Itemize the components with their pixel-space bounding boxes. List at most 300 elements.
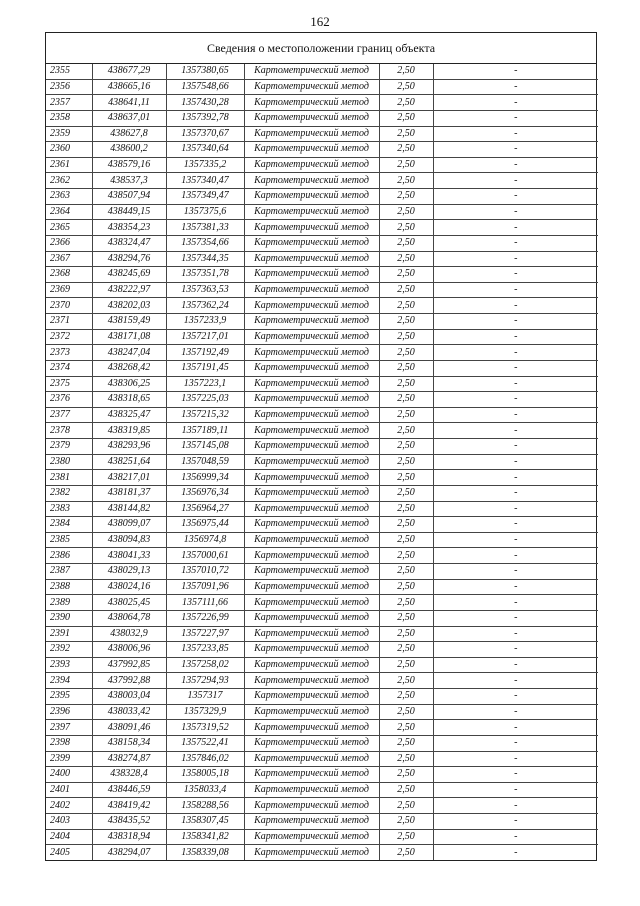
x-coordinate-cell: 438318,94 (92, 829, 166, 845)
accuracy-cell: 2,50 (379, 548, 433, 564)
description-cell: - (433, 329, 598, 345)
table-row (46, 173, 598, 189)
table-row (46, 64, 598, 79)
description-cell: - (433, 79, 598, 95)
y-coordinate-cell: 1357227,97 (166, 626, 244, 642)
x-coordinate-cell: 438064,78 (92, 610, 166, 626)
x-coordinate-cell: 438677,29 (92, 64, 166, 79)
table-row (46, 579, 598, 595)
x-coordinate-cell: 438294,76 (92, 251, 166, 267)
x-coordinate-cell: 438318,65 (92, 392, 166, 408)
point-number-cell: 2365 (46, 220, 92, 236)
method-cell: Картометрический метод (244, 798, 379, 814)
point-number-cell: 2389 (46, 595, 92, 611)
y-coordinate-cell: 1357380,65 (166, 64, 244, 79)
boundary-table-sheet (45, 32, 597, 861)
point-number-cell: 2363 (46, 189, 92, 205)
description-cell: - (433, 189, 598, 205)
y-coordinate-cell: 1358339,08 (166, 845, 244, 860)
accuracy-cell: 2,50 (379, 767, 433, 783)
point-number-cell: 2402 (46, 798, 92, 814)
accuracy-cell: 2,50 (379, 485, 433, 501)
table-row (46, 282, 598, 298)
y-coordinate-cell: 1357189,11 (166, 423, 244, 439)
y-coordinate-cell: 1357392,78 (166, 110, 244, 126)
y-coordinate-cell: 1357215,32 (166, 407, 244, 423)
y-coordinate-cell: 1357294,93 (166, 673, 244, 689)
point-number-cell: 2385 (46, 532, 92, 548)
table-title: Сведения о местоположении границ объекта (46, 33, 596, 64)
method-cell: Картометрический метод (244, 454, 379, 470)
accuracy-cell: 2,50 (379, 501, 433, 517)
point-number-cell: 2379 (46, 439, 92, 455)
accuracy-cell: 2,50 (379, 720, 433, 736)
accuracy-cell: 2,50 (379, 610, 433, 626)
method-cell: Картометрический метод (244, 204, 379, 220)
description-cell: - (433, 95, 598, 111)
point-number-cell: 2370 (46, 298, 92, 314)
y-coordinate-cell: 1356976,34 (166, 485, 244, 501)
table-row (46, 79, 598, 95)
description-cell: - (433, 720, 598, 736)
point-number-cell: 2373 (46, 345, 92, 361)
x-coordinate-cell: 438579,16 (92, 157, 166, 173)
accuracy-cell: 2,50 (379, 735, 433, 751)
point-number-cell: 2361 (46, 157, 92, 173)
point-number-cell: 2396 (46, 704, 92, 720)
table-row (46, 532, 598, 548)
description-cell: - (433, 814, 598, 830)
x-coordinate-cell: 438328,4 (92, 767, 166, 783)
point-number-cell: 2377 (46, 407, 92, 423)
table-row (46, 345, 598, 361)
method-cell: Картометрический метод (244, 392, 379, 408)
y-coordinate-cell: 1357191,45 (166, 360, 244, 376)
x-coordinate-cell: 438159,49 (92, 314, 166, 330)
x-coordinate-cell: 438091,46 (92, 720, 166, 736)
x-coordinate-cell: 438641,11 (92, 95, 166, 111)
table-row (46, 798, 598, 814)
x-coordinate-cell: 438029,13 (92, 564, 166, 580)
y-coordinate-cell: 1357351,78 (166, 267, 244, 283)
y-coordinate-cell: 1358005,18 (166, 767, 244, 783)
accuracy-cell: 2,50 (379, 392, 433, 408)
x-coordinate-cell: 438294,07 (92, 845, 166, 860)
description-cell: - (433, 267, 598, 283)
point-number-cell: 2374 (46, 360, 92, 376)
y-coordinate-cell: 1357233,85 (166, 642, 244, 658)
accuracy-cell: 2,50 (379, 423, 433, 439)
y-coordinate-cell: 1357317 (166, 689, 244, 705)
table-row (46, 751, 598, 767)
y-coordinate-cell: 1357233,9 (166, 314, 244, 330)
method-cell: Картометрический метод (244, 548, 379, 564)
point-number-cell: 2360 (46, 142, 92, 158)
x-coordinate-cell: 438171,08 (92, 329, 166, 345)
accuracy-cell: 2,50 (379, 282, 433, 298)
description-cell: - (433, 282, 598, 298)
y-coordinate-cell: 1357111,66 (166, 595, 244, 611)
method-cell: Картометрический метод (244, 423, 379, 439)
method-cell: Картометрический метод (244, 329, 379, 345)
x-coordinate-cell: 438202,03 (92, 298, 166, 314)
table-row (46, 564, 598, 580)
point-number-cell: 2381 (46, 470, 92, 486)
method-cell: Картометрический метод (244, 220, 379, 236)
table-row (46, 485, 598, 501)
y-coordinate-cell: 1357258,02 (166, 657, 244, 673)
table-row (46, 235, 598, 251)
y-coordinate-cell: 1357226,99 (166, 610, 244, 626)
coordinates-table (46, 64, 598, 860)
x-coordinate-cell: 438268,42 (92, 360, 166, 376)
point-number-cell: 2369 (46, 282, 92, 298)
description-cell: - (433, 142, 598, 158)
description-cell: - (433, 610, 598, 626)
table-row (46, 126, 598, 142)
y-coordinate-cell: 1358033,4 (166, 782, 244, 798)
table-row (46, 501, 598, 517)
method-cell: Картометрический метод (244, 64, 379, 79)
description-cell: - (433, 626, 598, 642)
accuracy-cell: 2,50 (379, 267, 433, 283)
x-coordinate-cell: 437992,85 (92, 657, 166, 673)
accuracy-cell: 2,50 (379, 110, 433, 126)
description-cell: - (433, 782, 598, 798)
y-coordinate-cell: 1357335,2 (166, 157, 244, 173)
y-coordinate-cell: 1357354,66 (166, 235, 244, 251)
point-number-cell: 2393 (46, 657, 92, 673)
point-number-cell: 2358 (46, 110, 92, 126)
table-row (46, 814, 598, 830)
y-coordinate-cell: 1357375,6 (166, 204, 244, 220)
point-number-cell: 2357 (46, 95, 92, 111)
y-coordinate-cell: 1357340,47 (166, 173, 244, 189)
table-row (46, 829, 598, 845)
point-number-cell: 2375 (46, 376, 92, 392)
method-cell: Картометрический метод (244, 767, 379, 783)
description-cell: - (433, 110, 598, 126)
description-cell: - (433, 704, 598, 720)
x-coordinate-cell: 438627,8 (92, 126, 166, 142)
point-number-cell: 2376 (46, 392, 92, 408)
table-row (46, 735, 598, 751)
description-cell: - (433, 829, 598, 845)
accuracy-cell: 2,50 (379, 220, 433, 236)
point-number-cell: 2366 (46, 235, 92, 251)
x-coordinate-cell: 438003,04 (92, 689, 166, 705)
y-coordinate-cell: 1357362,24 (166, 298, 244, 314)
table-row (46, 454, 598, 470)
y-coordinate-cell: 1357010,72 (166, 564, 244, 580)
y-coordinate-cell: 1356975,44 (166, 517, 244, 533)
x-coordinate-cell: 438324,47 (92, 235, 166, 251)
method-cell: Картометрический метод (244, 704, 379, 720)
description-cell: - (433, 251, 598, 267)
x-coordinate-cell: 438306,25 (92, 376, 166, 392)
table-row (46, 157, 598, 173)
y-coordinate-cell: 1357223,1 (166, 376, 244, 392)
x-coordinate-cell: 438247,04 (92, 345, 166, 361)
y-coordinate-cell: 1357349,47 (166, 189, 244, 205)
method-cell: Картометрический метод (244, 610, 379, 626)
accuracy-cell: 2,50 (379, 751, 433, 767)
description-cell: - (433, 564, 598, 580)
y-coordinate-cell: 1357192,49 (166, 345, 244, 361)
x-coordinate-cell: 438507,94 (92, 189, 166, 205)
description-cell: - (433, 345, 598, 361)
x-coordinate-cell: 438319,85 (92, 423, 166, 439)
point-number-cell: 2367 (46, 251, 92, 267)
description-cell: - (433, 689, 598, 705)
point-number-cell: 2362 (46, 173, 92, 189)
accuracy-cell: 2,50 (379, 657, 433, 673)
accuracy-cell: 2,50 (379, 173, 433, 189)
accuracy-cell: 2,50 (379, 798, 433, 814)
description-cell: - (433, 751, 598, 767)
table-row (46, 110, 598, 126)
description-cell: - (433, 407, 598, 423)
table-row (46, 767, 598, 783)
method-cell: Картометрический метод (244, 407, 379, 423)
method-cell: Картометрический метод (244, 235, 379, 251)
y-coordinate-cell: 1357340,64 (166, 142, 244, 158)
y-coordinate-cell: 1357548,66 (166, 79, 244, 95)
x-coordinate-cell: 438449,15 (92, 204, 166, 220)
method-cell: Картометрический метод (244, 501, 379, 517)
method-cell: Картометрический метод (244, 126, 379, 142)
point-number-cell: 2382 (46, 485, 92, 501)
accuracy-cell: 2,50 (379, 439, 433, 455)
y-coordinate-cell: 1357319,52 (166, 720, 244, 736)
y-coordinate-cell: 1357522,41 (166, 735, 244, 751)
method-cell: Картометрический метод (244, 814, 379, 830)
description-cell: - (433, 126, 598, 142)
x-coordinate-cell: 438181,37 (92, 485, 166, 501)
x-coordinate-cell: 438217,01 (92, 470, 166, 486)
point-number-cell: 2378 (46, 423, 92, 439)
method-cell: Картометрический метод (244, 673, 379, 689)
accuracy-cell: 2,50 (379, 79, 433, 95)
y-coordinate-cell: 1358307,45 (166, 814, 244, 830)
y-coordinate-cell: 1358341,82 (166, 829, 244, 845)
accuracy-cell: 2,50 (379, 251, 433, 267)
point-number-cell: 2394 (46, 673, 92, 689)
description-cell: - (433, 220, 598, 236)
method-cell: Картометрический метод (244, 282, 379, 298)
method-cell: Картометрический метод (244, 485, 379, 501)
x-coordinate-cell: 438025,45 (92, 595, 166, 611)
description-cell: - (433, 579, 598, 595)
point-number-cell: 2390 (46, 610, 92, 626)
method-cell: Картометрический метод (244, 157, 379, 173)
y-coordinate-cell: 1357381,33 (166, 220, 244, 236)
point-number-cell: 2364 (46, 204, 92, 220)
table-row (46, 548, 598, 564)
accuracy-cell: 2,50 (379, 626, 433, 642)
x-coordinate-cell: 438094,83 (92, 532, 166, 548)
description-cell: - (433, 595, 598, 611)
method-cell: Картометрический метод (244, 626, 379, 642)
method-cell: Картометрический метод (244, 845, 379, 860)
method-cell: Картометрический метод (244, 532, 379, 548)
accuracy-cell: 2,50 (379, 235, 433, 251)
x-coordinate-cell: 438251,64 (92, 454, 166, 470)
description-cell: - (433, 845, 598, 860)
accuracy-cell: 2,50 (379, 532, 433, 548)
point-number-cell: 2383 (46, 501, 92, 517)
method-cell: Картометрический метод (244, 517, 379, 533)
table-row (46, 720, 598, 736)
table-row (46, 376, 598, 392)
accuracy-cell: 2,50 (379, 376, 433, 392)
table-row (46, 595, 598, 611)
table-row (46, 626, 598, 642)
description-cell: - (433, 157, 598, 173)
y-coordinate-cell: 1357329,9 (166, 704, 244, 720)
method-cell: Картометрический метод (244, 782, 379, 798)
y-coordinate-cell: 1356964,27 (166, 501, 244, 517)
accuracy-cell: 2,50 (379, 407, 433, 423)
table-row (46, 360, 598, 376)
point-number-cell: 2400 (46, 767, 92, 783)
point-number-cell: 2355 (46, 64, 92, 79)
method-cell: Картометрический метод (244, 173, 379, 189)
description-cell: - (433, 798, 598, 814)
accuracy-cell: 2,50 (379, 689, 433, 705)
table-row (46, 329, 598, 345)
point-number-cell: 2359 (46, 126, 92, 142)
method-cell: Картометрический метод (244, 298, 379, 314)
y-coordinate-cell: 1357363,53 (166, 282, 244, 298)
y-coordinate-cell: 1357846,02 (166, 751, 244, 767)
table-row (46, 189, 598, 205)
description-cell: - (433, 173, 598, 189)
accuracy-cell: 2,50 (379, 314, 433, 330)
description-cell: - (433, 235, 598, 251)
accuracy-cell: 2,50 (379, 704, 433, 720)
x-coordinate-cell: 438665,16 (92, 79, 166, 95)
method-cell: Картометрический метод (244, 470, 379, 486)
method-cell: Картометрический метод (244, 79, 379, 95)
x-coordinate-cell: 438033,42 (92, 704, 166, 720)
x-coordinate-cell: 438325,47 (92, 407, 166, 423)
description-cell: - (433, 439, 598, 455)
method-cell: Картометрический метод (244, 751, 379, 767)
point-number-cell: 2387 (46, 564, 92, 580)
page-number: 162 (310, 14, 330, 29)
point-number-cell: 2384 (46, 517, 92, 533)
y-coordinate-cell: 1358288,56 (166, 798, 244, 814)
method-cell: Картометрический метод (244, 110, 379, 126)
method-cell: Картометрический метод (244, 735, 379, 751)
method-cell: Картометрический метод (244, 360, 379, 376)
description-cell: - (433, 517, 598, 533)
accuracy-cell: 2,50 (379, 204, 433, 220)
x-coordinate-cell: 438041,33 (92, 548, 166, 564)
description-cell: - (433, 298, 598, 314)
method-cell: Картометрический метод (244, 579, 379, 595)
y-coordinate-cell: 1356974,8 (166, 532, 244, 548)
table-row (46, 782, 598, 798)
description-cell: - (433, 501, 598, 517)
x-coordinate-cell: 438006,96 (92, 642, 166, 658)
table-row (46, 642, 598, 658)
description-cell: - (433, 470, 598, 486)
x-coordinate-cell: 438600,2 (92, 142, 166, 158)
method-cell: Картометрический метод (244, 95, 379, 111)
table-row (46, 95, 598, 111)
description-cell: - (433, 376, 598, 392)
description-cell: - (433, 360, 598, 376)
x-coordinate-cell: 438222,97 (92, 282, 166, 298)
y-coordinate-cell: 1357145,08 (166, 439, 244, 455)
point-number-cell: 2391 (46, 626, 92, 642)
accuracy-cell: 2,50 (379, 829, 433, 845)
x-coordinate-cell: 438274,87 (92, 751, 166, 767)
method-cell: Картометрический метод (244, 564, 379, 580)
accuracy-cell: 2,50 (379, 142, 433, 158)
point-number-cell: 2399 (46, 751, 92, 767)
accuracy-cell: 2,50 (379, 782, 433, 798)
y-coordinate-cell: 1357370,67 (166, 126, 244, 142)
accuracy-cell: 2,50 (379, 579, 433, 595)
description-cell: - (433, 314, 598, 330)
description-cell: - (433, 454, 598, 470)
table-row (46, 204, 598, 220)
y-coordinate-cell: 1357344,35 (166, 251, 244, 267)
table-row (46, 314, 598, 330)
accuracy-cell: 2,50 (379, 564, 433, 580)
accuracy-cell: 2,50 (379, 454, 433, 470)
method-cell: Картометрический метод (244, 595, 379, 611)
description-cell: - (433, 392, 598, 408)
description-cell: - (433, 735, 598, 751)
table-row (46, 392, 598, 408)
accuracy-cell: 2,50 (379, 595, 433, 611)
accuracy-cell: 2,50 (379, 95, 433, 111)
accuracy-cell: 2,50 (379, 298, 433, 314)
description-cell: - (433, 767, 598, 783)
accuracy-cell: 2,50 (379, 517, 433, 533)
table-body (46, 64, 598, 860)
method-cell: Картометрический метод (244, 642, 379, 658)
accuracy-cell: 2,50 (379, 673, 433, 689)
accuracy-cell: 2,50 (379, 64, 433, 79)
point-number-cell: 2372 (46, 329, 92, 345)
y-coordinate-cell: 1357430,28 (166, 95, 244, 111)
point-number-cell: 2404 (46, 829, 92, 845)
x-coordinate-cell: 438637,01 (92, 110, 166, 126)
x-coordinate-cell: 438032,9 (92, 626, 166, 642)
accuracy-cell: 2,50 (379, 845, 433, 860)
table-row (46, 220, 598, 236)
table-row (46, 657, 598, 673)
description-cell: - (433, 204, 598, 220)
point-number-cell: 2403 (46, 814, 92, 830)
x-coordinate-cell: 438099,07 (92, 517, 166, 533)
accuracy-cell: 2,50 (379, 157, 433, 173)
method-cell: Картометрический метод (244, 829, 379, 845)
description-cell: - (433, 485, 598, 501)
point-number-cell: 2397 (46, 720, 92, 736)
point-number-cell: 2371 (46, 314, 92, 330)
accuracy-cell: 2,50 (379, 470, 433, 486)
method-cell: Картометрический метод (244, 314, 379, 330)
point-number-cell: 2401 (46, 782, 92, 798)
table-row (46, 423, 598, 439)
description-cell: - (433, 64, 598, 79)
